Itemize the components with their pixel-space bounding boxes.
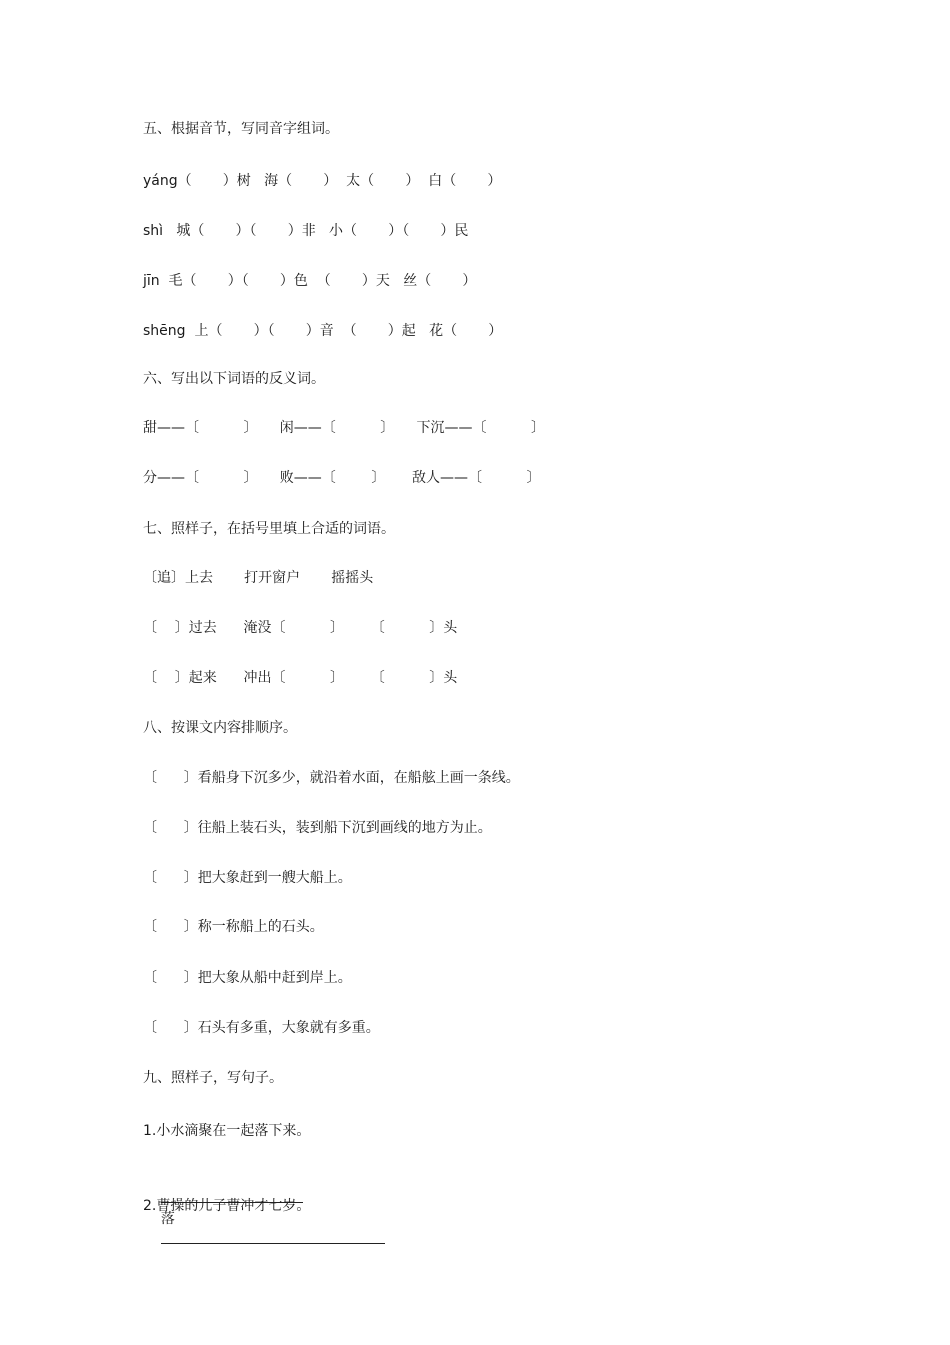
answer-mid-char: 落 — [160, 1211, 175, 1227]
section5-row-shi: shì 城（ ）（ ）非 小（ ）（ ）民 — [143, 223, 469, 239]
answer-blank-right[interactable] — [161, 1229, 385, 1244]
section8-item-4: 〔 〕称一称船上的石头。 — [143, 919, 324, 935]
section6-row-1: 甜——〔 〕 闲——〔 〕 下沉——〔 〕 — [143, 420, 546, 436]
section7-example-row: 〔追〕上去 打开窗户 摇摇头 — [143, 570, 374, 586]
section8-item-2: 〔 〕往船上装石头，装到船下沉到画线的地方为止。 — [143, 820, 492, 836]
section5-row-sheng: shēng 上（ ）（ ）音 （ ）起 花（ ） — [143, 323, 503, 339]
section7-row-1: 〔 〕过去 淹没〔 〕 〔 〕头 — [143, 620, 458, 636]
section9-item-1: 1.小水滴聚在一起落下来。 — [143, 1123, 311, 1139]
section8-heading: 八、按课文内容排顺序。 — [143, 720, 297, 736]
section5-heading: 五、根据音节，写同音字组词。 — [143, 121, 339, 137]
section8-item-6: 〔 〕石头有多重，大象就有多重。 — [143, 1020, 380, 1036]
section8-item-3: 〔 〕把大象赶到一艘大船上。 — [143, 870, 352, 886]
section5-row-yang: yáng（ ）树 海（ ） 太（ ） 白（ ） — [143, 173, 502, 189]
section5-row-jin: jīn 毛（ ）（ ）色 （ ）天 丝（ ） — [143, 273, 477, 289]
section7-heading: 七、照样子，在括号里填上合适的词语。 — [143, 521, 395, 537]
section7-row-2: 〔 〕起来 冲出〔 〕 〔 〕头 — [143, 670, 458, 686]
section6-heading: 六、写出以下词语的反义词。 — [143, 371, 325, 387]
section8-item-1: 〔 〕看船身下沉多少，就沿着水面，在船舷上画一条线。 — [143, 770, 520, 786]
section8-item-5: 〔 〕把大象从船中赶到岸上。 — [143, 970, 352, 986]
section6-row-2: 分——〔 〕 败——〔 〕 敌人——〔 〕 — [143, 470, 541, 486]
section9-item-2: 2.曹操的儿子曹冲才七岁。 — [143, 1198, 311, 1214]
section9-answer-line — [143, 1168, 385, 1270]
section9-heading: 九、照样子，写句子。 — [143, 1070, 283, 1086]
